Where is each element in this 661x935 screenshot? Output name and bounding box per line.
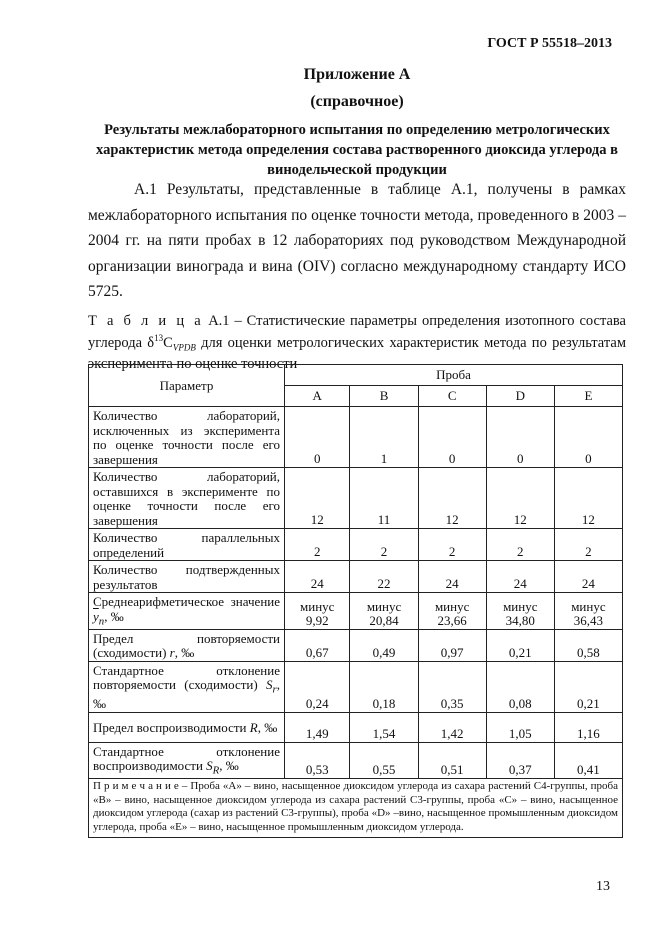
table-cell: минус 36,43: [554, 593, 622, 630]
table-row: [89, 407, 623, 468]
section-title: Результаты межлабораторного испытания по определению метрологических характеристик метода определения состава растворенного диоксида углерода в винодельческой продукции: [96, 122, 618, 178]
row-label: [89, 712, 285, 742]
caption-letter: C: [163, 334, 173, 351]
row-label-text: Стандартное отклонение повторяемости (сходимости): [93, 662, 280, 693]
table-row: [89, 629, 623, 661]
caption-sub: VPDB: [172, 342, 196, 353]
table-cell: 2: [350, 529, 418, 561]
row-label-text: Количество параллельных определений: [93, 530, 280, 560]
row-symbol: S: [206, 758, 213, 774]
row-label: [89, 468, 285, 529]
table-cell: 2: [486, 529, 554, 561]
table-cell: минус 20,84: [350, 593, 418, 630]
group-header: Проба: [285, 365, 623, 386]
row-unit: , ‰: [104, 608, 124, 624]
table-cell: 1,05: [486, 712, 554, 742]
row-unit: , ‰: [257, 719, 278, 735]
column-header: E: [554, 386, 622, 407]
table-row: [89, 593, 623, 630]
table-note: [89, 779, 623, 838]
table-cell: 12: [554, 468, 622, 529]
table-cell: 0,37: [486, 742, 554, 779]
intro-paragraph: [88, 177, 626, 305]
row-symbol: r: [169, 645, 175, 661]
caption-sup: 13: [154, 332, 164, 343]
table-cell: 0,24: [285, 661, 350, 712]
row-label: [89, 561, 285, 593]
caption-text-after: для оценки метрологических характеристик метода по результатам эксперимента по оценке точности: [88, 334, 626, 372]
table-cell: минус 23,66: [418, 593, 486, 630]
row-label-text: Среднеарифметическое значение: [93, 594, 280, 609]
table-cell: 1,49: [285, 712, 350, 742]
table-cell: 2: [418, 529, 486, 561]
row-unit: , ‰: [219, 758, 239, 774]
table-cell: 2: [554, 529, 622, 561]
table-cell: минус 34,80: [486, 593, 554, 630]
table-cell: 0,35: [418, 661, 486, 712]
table-row: [89, 712, 623, 742]
page-number: 13: [596, 879, 610, 894]
table-cell: 12: [486, 468, 554, 529]
table-row: [89, 742, 623, 779]
table-cell: 22: [350, 561, 418, 593]
table-cell: минус 9,92: [285, 593, 350, 630]
table-cell: 0,53: [285, 742, 350, 779]
table-cell: 0,49: [350, 629, 418, 661]
row-label: [89, 593, 285, 630]
table-cell: 1,16: [554, 712, 622, 742]
column-header: A: [285, 386, 350, 407]
row-label: [89, 407, 285, 468]
table-cell: 24: [418, 561, 486, 593]
row-label-text: Количество подтвержденных результатов: [93, 562, 280, 592]
results-table: [88, 364, 623, 838]
table-cell: 24: [285, 561, 350, 593]
row-symbol-sub: R: [212, 764, 220, 777]
row-label-text: Стандартное отклонение воспроизводимости: [93, 743, 280, 774]
caption-label: Т а б л и ц а: [88, 313, 204, 329]
row-label: [89, 661, 285, 712]
table-cell: 0,97: [418, 629, 486, 661]
table-cell: 1,42: [418, 712, 486, 742]
column-header: C: [418, 386, 486, 407]
table-cell: 12: [418, 468, 486, 529]
column-header: D: [486, 386, 554, 407]
row-label: [89, 629, 285, 661]
table-row: [89, 661, 623, 712]
row-unit: , ‰: [174, 645, 195, 661]
row-label-text: Предел повторяемости (сходимости): [93, 630, 280, 661]
row-label: [89, 742, 285, 779]
table-row: [89, 529, 623, 561]
table-cell: 12: [285, 468, 350, 529]
table-cell: 1: [350, 407, 418, 468]
table-cell: 0,41: [554, 742, 622, 779]
table-cell: 2: [285, 529, 350, 561]
table-row: [89, 468, 623, 529]
row-symbol: $\overline{y}$: [93, 608, 99, 624]
table-cell: 24: [486, 561, 554, 593]
row-label-text: Количество лабораторий, исключенных из эксперимента по оценке точности после его завершения: [93, 408, 280, 467]
note-row: [89, 779, 623, 838]
row-symbol: S: [266, 677, 273, 693]
column-header: B: [350, 386, 418, 407]
table-cell: 0,08: [486, 661, 554, 712]
row-symbol-sub: n: [98, 615, 105, 628]
table-cell: 0,51: [418, 742, 486, 779]
table-cell: 0,67: [285, 629, 350, 661]
note-label: П р и м е ч а н и е: [93, 780, 179, 793]
table-cell: 0: [486, 407, 554, 468]
appendix-reference: (справочное): [310, 93, 404, 110]
caption-number: А.1 –: [208, 313, 242, 329]
table-cell: 0,18: [350, 661, 418, 712]
table-cell: 0: [418, 407, 486, 468]
table-cell: 0: [285, 407, 350, 468]
note-text: – Проба «A» – вино, насыщенное диоксидом углерода из сахара растений С4-группы, проба «B» – вино, насыщенное диоксидом углерода из сахара растений С3-группы, проба «C» – вино, насыщенное диоксидом углерода (сахар из растений С3-группы), проба «D» –вино, насыщенное промышленным диоксидом углерода, проба «E» – вино, насыщенное промышленным диоксидом углерода.: [93, 780, 618, 833]
table-row: [89, 561, 623, 593]
caption-text-before: Статистические параметры определения изотопного состава углерода δ: [88, 313, 626, 351]
table-cell: 0,21: [554, 661, 622, 712]
row-unit: , ‰: [93, 677, 280, 712]
table-cell: 0: [554, 407, 622, 468]
intro-text: А.1 Результаты, представленные в таблице А.1, получены в рамках межлабораторного испытания по оценке точности метода, проведенного в 2003 – 2004 гг. на пяти пробах в 12 лабораториях под руководством Международной организации винограда и вина (OIV) согласно международному стандарту ИСО 5725.: [88, 181, 626, 300]
table-cell: 0,58: [554, 629, 622, 661]
table-cell: 24: [554, 561, 622, 593]
table-cell: 1,54: [350, 712, 418, 742]
document-header: ГОСТ Р 55518–2013: [487, 36, 612, 51]
row-label-text: Количество лабораторий, оставшихся в эксперименте по оценке точности после его завершения: [93, 469, 280, 528]
row-symbol: R: [249, 719, 258, 735]
row-label-text: Предел воспроизводимости: [93, 719, 247, 735]
table-cell: 11: [350, 468, 418, 529]
table-cell: 0,55: [350, 742, 418, 779]
row-symbol-sub: r: [272, 683, 277, 696]
row-label: [89, 529, 285, 561]
appendix-title: Приложение А: [303, 66, 411, 83]
table-cell: 0,21: [486, 629, 554, 661]
param-header: Параметр: [89, 365, 285, 407]
